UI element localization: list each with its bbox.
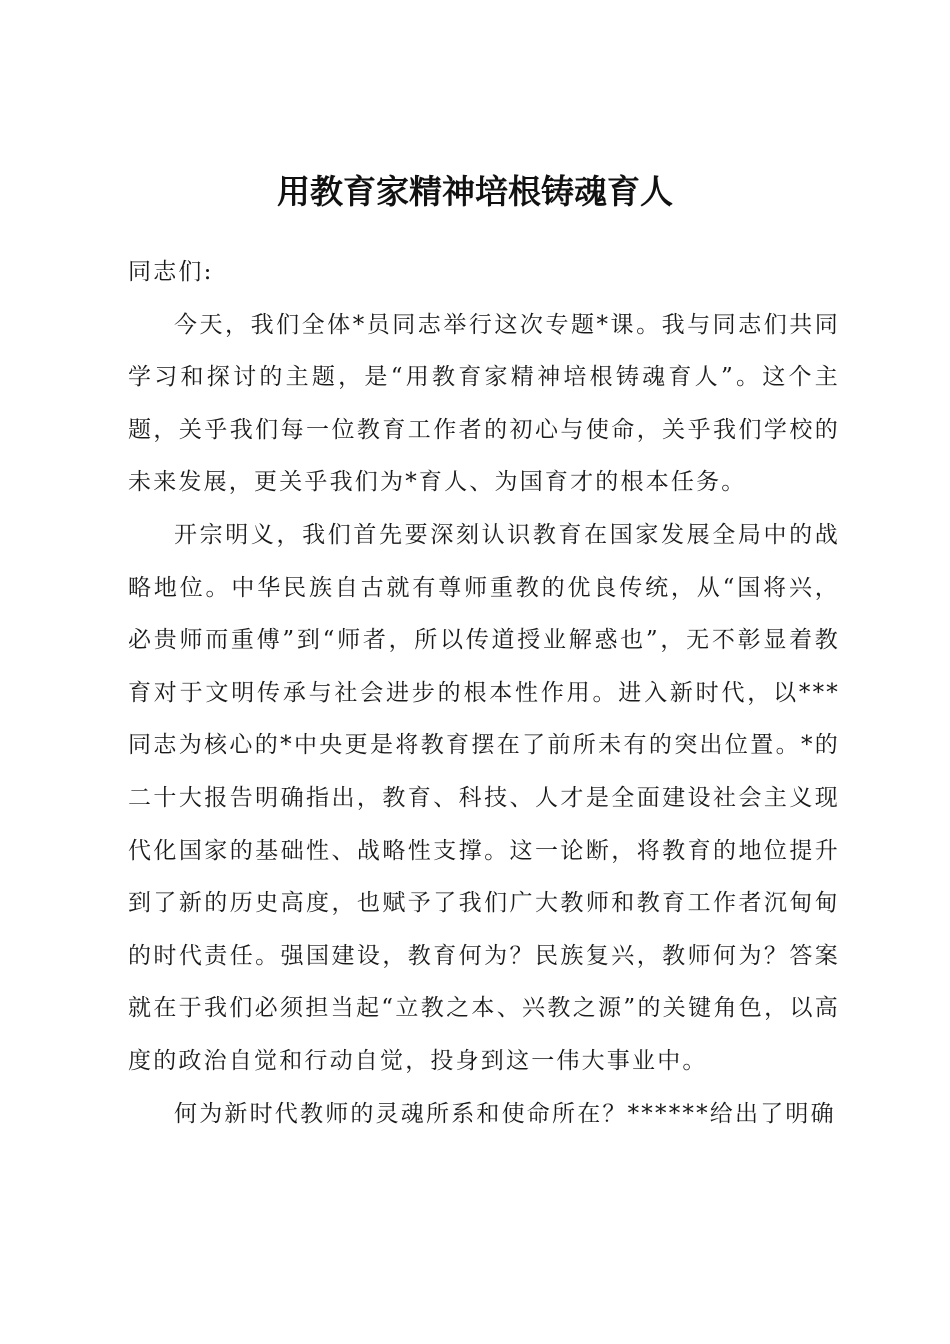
- paragraph-3: 何为新时代教师的灵魂所系和使命所在？******给出了明确: [174, 1100, 836, 1127]
- paragraph-2: 开宗明义，我们首先要深刻认识教育在国家发展全局中的战略地位。中华民族自古就有尊师重教的优良传统，从“国将兴，必贵师而重傅”到“师者，所以传道授业解惑也”，无不彰显着教育对于文明传承与社会进步的根本性作用。进入新时代，以***同志为核心的*中央更是将教育摆在了前所未有的突出位置。*的二十大报告明确指出，教育、科技、人才是全面建设社会主义现代化国家的基础性、战略性支撑。这一论断，将教育的地位提升到了新的历史高度，也赋予了我们广大教师和教育工作者沉甸甸的时代责任。强国建设，教育何为？民族复兴，教师何为？答案就在于我们必须担当起“立教之本、兴教之源”的关键角色，以高度的政治自觉和行动自觉，投身到这一伟大事业中。: [128, 521, 840, 1074]
- paragraph-1: 今天，我们全体*员同志举行这次专题*课。我与同志们共同学习和探讨的主题，是“用教育家精神培根铸魂育人”。这个主题，关乎我们每一位教育工作者的初心与使命，关乎我们学校的未来发展，更关乎我们为*育人、为国育才的根本任务。: [128, 311, 840, 496]
- salutation: 同志们:: [128, 259, 214, 285]
- document-title: 用教育家精神培根铸魂育人: [277, 172, 673, 211]
- document-body: [128, 246, 840, 1140]
